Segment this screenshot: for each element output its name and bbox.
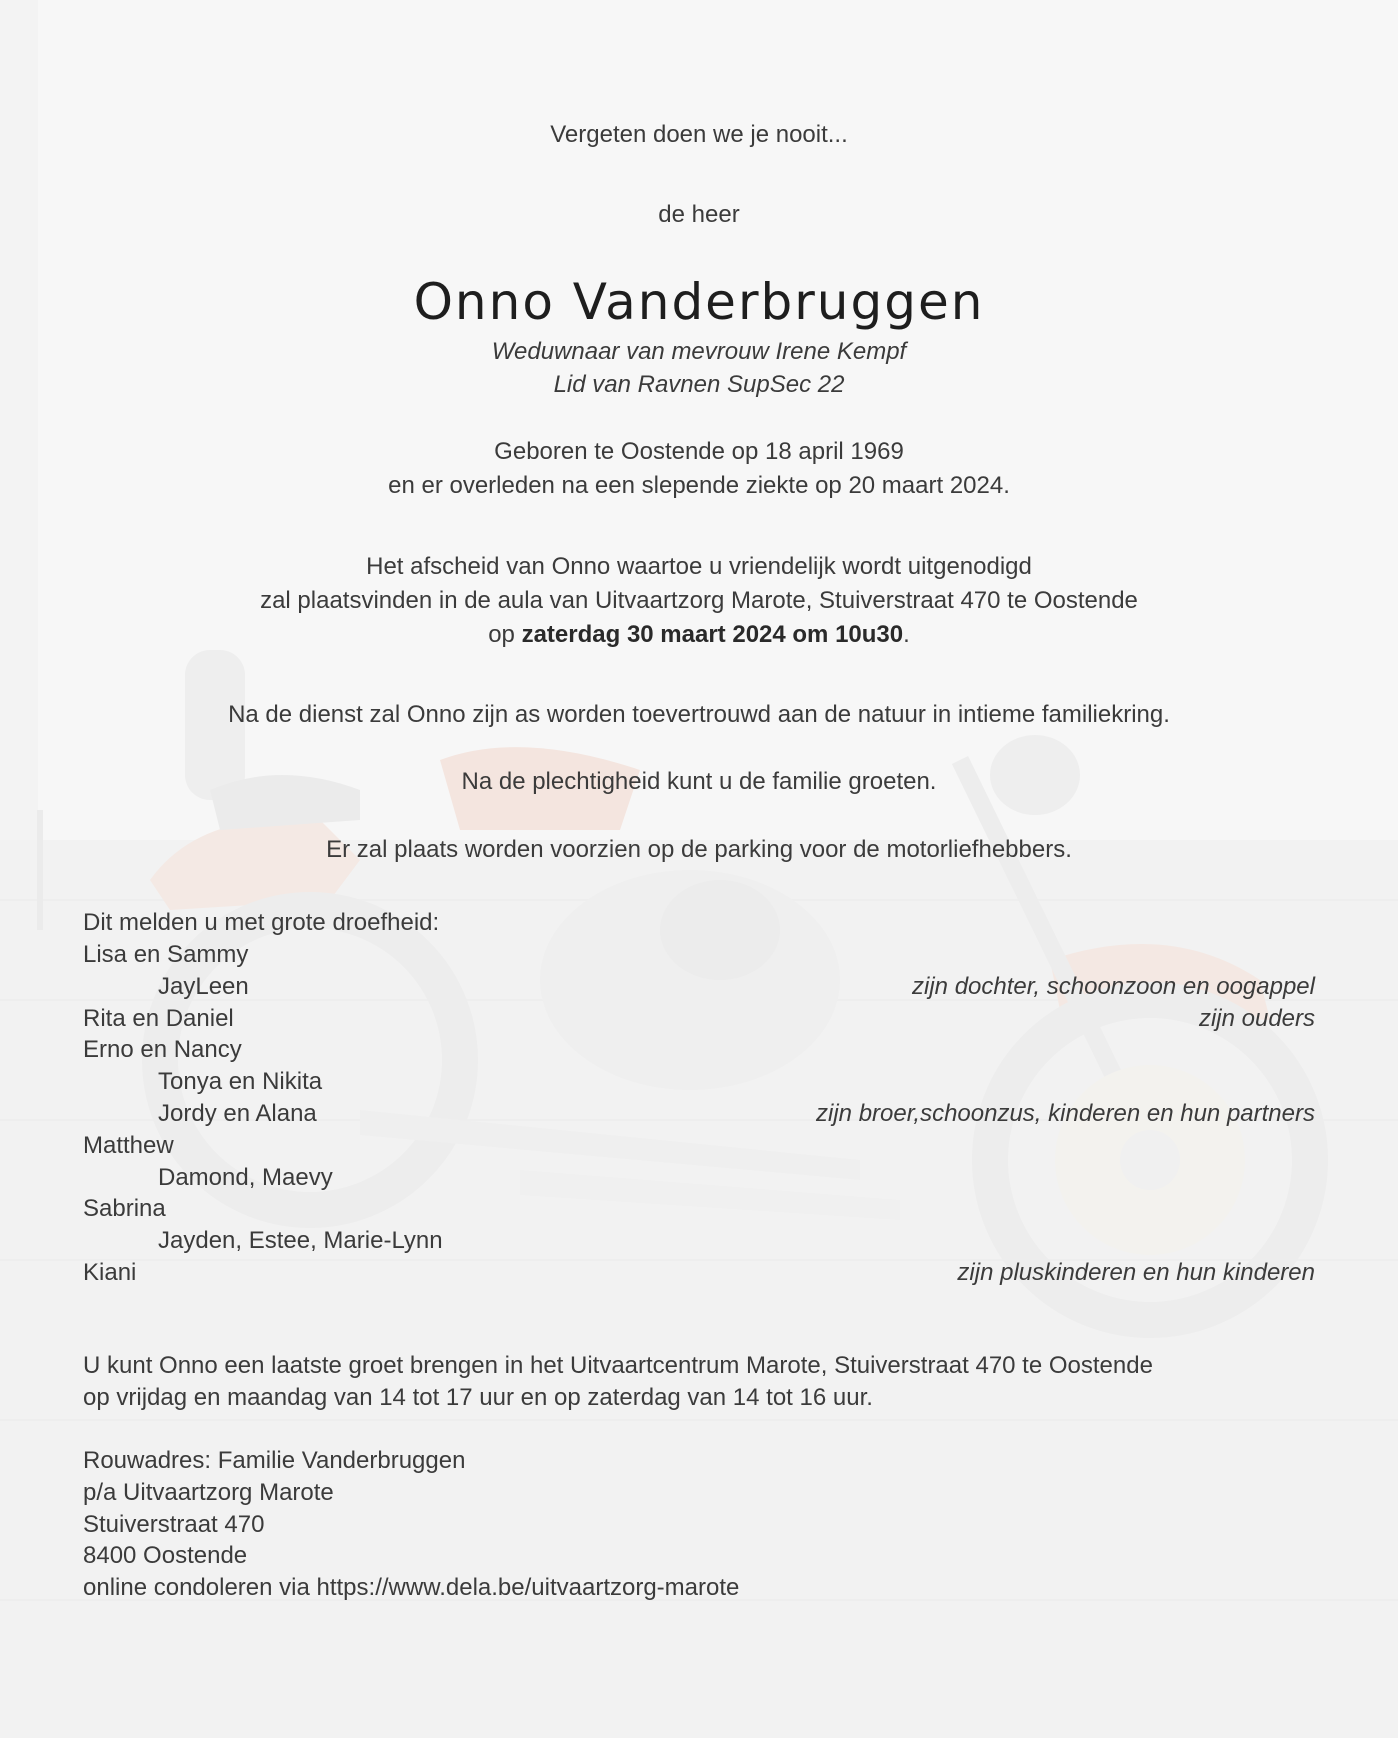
death-line: en er overleden na een slepende ziekte op 20 maart 2024.	[388, 472, 1010, 499]
family-intro	[83, 907, 439, 939]
birth-line: Geboren te Oostende op 18 april 1969	[494, 438, 904, 465]
family-name: Lisa en Sammy	[83, 941, 249, 968]
family-row	[83, 1257, 1315, 1289]
family-row	[83, 971, 1315, 1003]
mourning-address	[83, 1445, 739, 1604]
family-intro-text: Dit melden u met grote droefheid:	[83, 909, 440, 936]
family-list	[83, 939, 1315, 1289]
family-name: Jayden, Estee, Marie-Lynn	[158, 1227, 443, 1255]
address-line-2: p/a Uitvaartzorg Marote	[83, 1478, 334, 1506]
visitation-line-1: U kunt Onno een laatste groet brengen in het Uitvaartcentrum Marote, Stuiverstraat 470 te Oostende	[83, 1352, 1153, 1379]
family-relation: zijn pluskinderen en hun kinderen	[957, 1258, 1315, 1286]
family-name: Matthew	[83, 1131, 174, 1159]
farewell-line-3	[0, 618, 1398, 651]
family-row	[83, 1193, 1315, 1225]
family-name: Rita en Daniel	[83, 1004, 234, 1032]
condolence-link-line: online condoleren via https://www.dela.be/uitvaartzorg-marote	[83, 1574, 740, 1602]
family-row	[83, 1130, 1315, 1162]
opening-line: Vergeten doen we je nooit...	[550, 121, 848, 148]
family-name: Erno en Nancy	[83, 1036, 242, 1064]
deceased-name: Onno Vanderbruggen	[413, 273, 985, 331]
family-name: Kiani	[83, 1258, 137, 1286]
family-name: Jordy en Alana	[158, 1099, 317, 1127]
farewell-suffix: .	[903, 621, 910, 648]
visitation-line-2: op vrijdag en maandag van 14 tot 17 uur en op zaterdag van 14 tot 16 uur.	[83, 1383, 873, 1411]
family-name: JayLeen	[158, 972, 249, 1000]
widower-line: Weduwnaar van mevrouw Irene Kempf	[491, 338, 907, 365]
address-line-4: 8400 Oostende	[83, 1542, 248, 1570]
address-line-3: Stuiverstraat 470	[83, 1510, 265, 1538]
family-row	[83, 1034, 1315, 1066]
family-name: Tonya en Nikita	[158, 1068, 323, 1096]
family-row	[83, 1003, 1315, 1035]
farewell-line-1: Het afscheid van Onno waartoe u vriendelijk wordt uitgenodigd	[366, 553, 1032, 580]
farewell-prefix: op	[488, 621, 522, 648]
family-name: Sabrina	[83, 1195, 166, 1223]
farewell-line-2: zal plaatsvinden in de aula van Uitvaartzorg Marote, Stuiverstraat 470 te Oostende	[260, 587, 1138, 614]
parking-line: Er zal plaats worden voorzien op de parking voor de motorliefhebbers.	[326, 836, 1072, 863]
address-line-1: Rouwadres: Familie Vanderbruggen	[83, 1447, 466, 1474]
family-name: Damond, Maevy	[158, 1163, 333, 1191]
family-relation: zijn ouders	[1198, 1004, 1315, 1032]
family-row	[83, 1098, 1315, 1130]
family-relation: zijn broer,schoonzus, kinderen en hun partners	[816, 1099, 1315, 1127]
ashes-line: Na de dienst zal Onno zijn as worden toevertrouwd aan de natuur in intieme familiekring.	[228, 701, 1170, 728]
greeting-line: Na de plechtigheid kunt u de familie groeten.	[461, 768, 937, 795]
family-row	[83, 1066, 1315, 1098]
family-relation: zijn dochter, schoonzoon en oogappel	[912, 972, 1315, 1000]
visitation-info	[83, 1350, 1153, 1414]
membership-line: Lid van Ravnen SupSec 22	[553, 371, 845, 398]
family-row	[83, 1225, 1315, 1257]
family-row	[83, 939, 1315, 971]
ceremony-date: zaterdag 30 maart 2024 om 10u30	[521, 621, 904, 648]
family-row	[83, 1162, 1315, 1194]
honorific: de heer	[658, 201, 740, 228]
